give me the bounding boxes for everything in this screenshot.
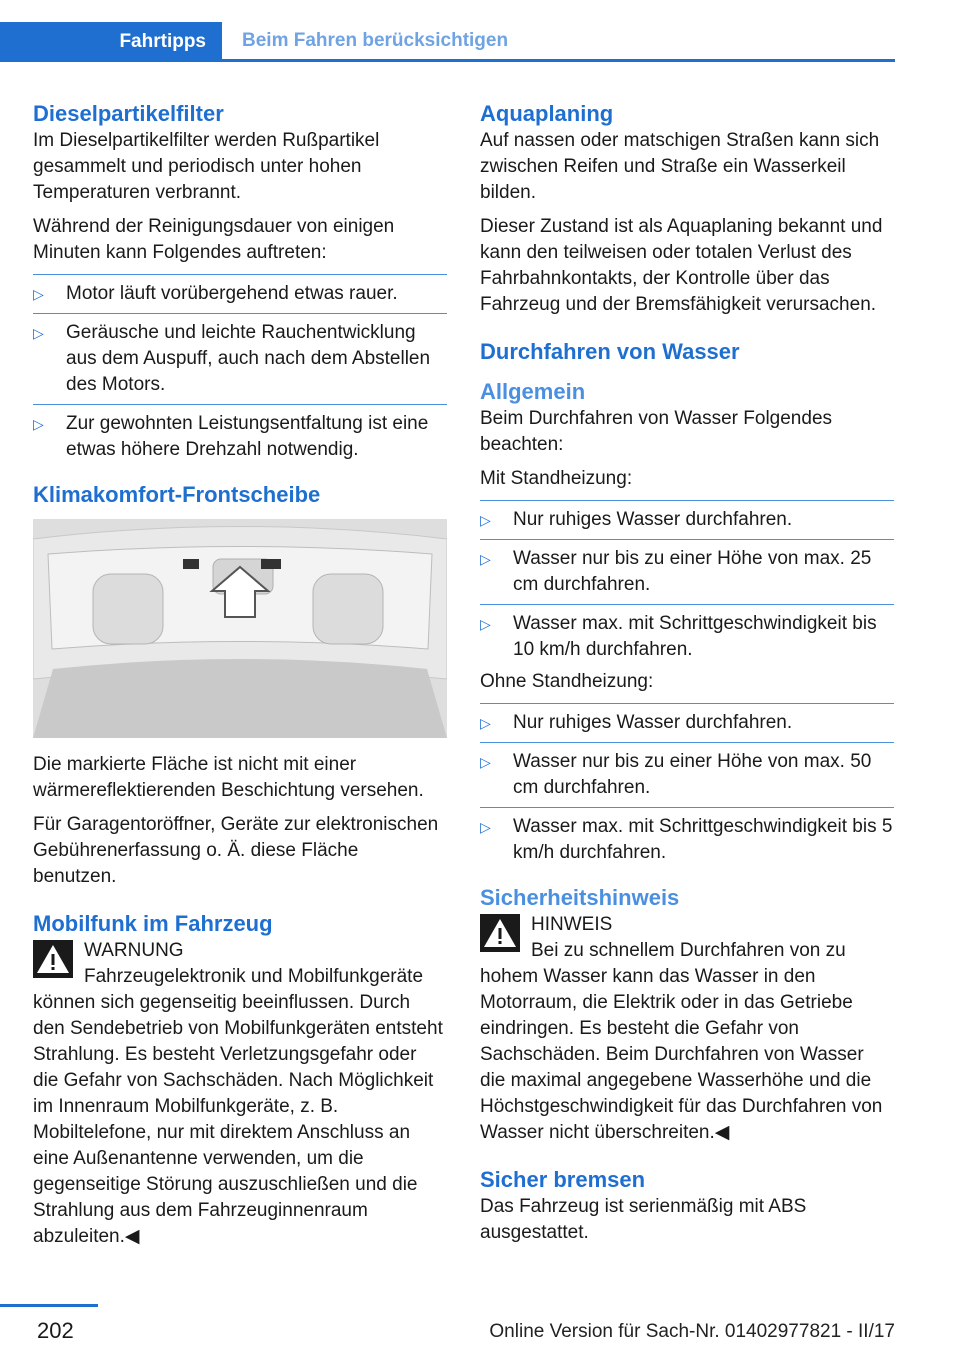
list-item-text: Zur gewohnten Leistungsentfaltung ist eine etwas höhere Drehzahl notwendig. [66, 413, 429, 460]
list-item [480, 611, 894, 663]
triangle-bullet-icon: ▷ [33, 325, 44, 341]
paragraph: Während der Reinigungsdauer von einigen Minuten kann Folgendes auftreten: [33, 216, 395, 263]
list-item-text: Nur ruhiges Wasser durchfahren. [513, 712, 793, 733]
heading-mobilfunk: Mobilfunk im Fahrzeug [33, 911, 273, 936]
heading-durchfahren-wasser: Durchfahren von Wasser [480, 339, 740, 364]
heading-klimakomfort: Klimakomfort-Frontscheibe [33, 482, 321, 507]
notice-label: HINWEIS [531, 914, 613, 935]
divider [33, 313, 447, 314]
list-item [33, 320, 447, 398]
list-item [480, 749, 894, 801]
list-item-text: Wasser nur bis zu einer Höhe von max. 50 cm durchfahren. [513, 751, 872, 798]
list-item-text: Wasser max. mit Schrittgeschwindigkeit bis 10 km/h durchfahren. [513, 613, 877, 660]
paragraph: Auf nassen oder matschigen Straßen kann sich zwischen Reifen und Straße ein Wasserkeil bilden. [480, 130, 880, 203]
triangle-bullet-icon: ▷ [33, 286, 44, 302]
tab-fahrtipps[interactable]: Fahrtipps [0, 22, 222, 62]
label-ohne-standheizung: Ohne Standheizung: [480, 671, 654, 692]
paragraph: Das Fahrzeug ist serienmäßig mit ABS ausgestattet. [480, 1196, 807, 1243]
triangle-bullet-icon: ▷ [480, 754, 491, 770]
notice-warning-icon [480, 914, 520, 952]
notice-block [480, 912, 894, 1146]
right-column [480, 100, 894, 1254]
car-interior-illustration [33, 519, 447, 738]
divider [480, 500, 894, 501]
list-item [480, 710, 894, 736]
notice-text: Bei zu schnellem Durchfahren von zu hohem Wasser kann das Wasser in den Motorraum, die Elektrik oder in das Getriebe eindringen. Es besteht die Gefahr von Sachschäden. Beim Durchfahren von Wasser die maximal angegebene Wasserhöhe und die Höchstgeschwindigkeit für das Durchfahren von Wasser nicht überschreiten.◀ [480, 940, 883, 1143]
heading-sicher-bremsen: Sicher bremsen [480, 1167, 646, 1192]
divider [480, 604, 894, 605]
list-item-text: Nur ruhiges Wasser durchfahren. [513, 509, 793, 530]
warning-block [33, 938, 447, 1250]
list-item [33, 411, 447, 463]
heading-allgemein: Allgemein [480, 379, 586, 404]
paragraph: Beim Durchfahren von Wasser Folgendes beachten: [480, 408, 833, 455]
left-column [33, 100, 447, 1258]
divider [480, 703, 894, 704]
page-number: 202 [37, 1318, 74, 1343]
heading-aquaplaning: Aquaplaning [480, 101, 614, 126]
label-mit-standheizung: Mit Standheizung: [480, 468, 633, 489]
divider [480, 807, 894, 808]
list-item-text: Wasser max. mit Schrittgeschwindigkeit bis 5 km/h durchfahren. [513, 816, 893, 863]
paragraph: Für Garagentoröffner, Geräte zur elektronischen Gebührenerfassung o. Ä. diese Fläche benutzen. [33, 814, 439, 887]
list-item [480, 814, 894, 866]
windshield-figure [33, 519, 447, 738]
heading-dieselpartikelfilter: Dieselpartikelfilter [33, 101, 224, 126]
list-item [480, 507, 894, 533]
list-item-text: Geräusche und leichte Rauchentwicklung aus dem Auspuff, auch nach dem Abstellen des Motors. [66, 322, 431, 395]
triangle-bullet-icon: ▷ [33, 416, 44, 432]
triangle-bullet-icon: ▷ [480, 616, 491, 632]
tab-beim-fahren[interactable]: Beim Fahren berücksichtigen [222, 22, 895, 62]
footer-rule [0, 1304, 98, 1307]
triangle-bullet-icon: ▷ [480, 512, 491, 528]
warning-text: Fahrzeugelektronik und Mobilfunkgeräte können sich gegenseitig beeinflussen. Durch den Sendebetrieb von Mobilfunkgeräten entsteht Strahlung. Es besteht Verletzungsgefahr oder die Gefahr von Sachschäden. Nach Möglichkeit im Innenraum Mobilfunkgeräte, z. B. Mobiltelefone, nur mit direktem Anschluss an eine Außenantenne verwenden, um die gegenseitige Störung auszuschließen und die Strahlung aus dem Fahrzeuginnenraum abzuleiten.◀ [33, 966, 443, 1247]
list-item [33, 281, 447, 307]
list-item [480, 546, 894, 598]
warning-label: WARNUNG [84, 940, 184, 961]
triangle-bullet-icon: ▷ [480, 715, 491, 731]
triangle-bullet-icon: ▷ [480, 551, 491, 567]
heading-sicherheitshinweis: Sicherheitshinweis [480, 885, 680, 910]
divider [480, 539, 894, 540]
divider [480, 742, 894, 743]
triangle-bullet-icon: ▷ [480, 819, 491, 835]
online-version-note: Online Version für Sach-Nr. 01402977821 - II/17 [489, 1321, 895, 1342]
paragraph: Die markierte Fläche ist nicht mit einer wärmereflektierenden Beschichtung versehen. [33, 754, 424, 801]
divider [33, 404, 447, 405]
list-item-text: Motor läuft vorübergehend etwas rauer. [66, 283, 398, 304]
paragraph: Dieser Zustand ist als Aquaplaning bekannt und kann den teilweisen oder totalen Verlust des Fahrbahnkontakts, der Kontrolle über das Fahrzeug und der Bremsfähigkeit verursachen. [480, 216, 883, 315]
list-item-text: Wasser nur bis zu einer Höhe von max. 25 cm durchfahren. [513, 548, 872, 595]
divider [33, 274, 447, 275]
warning-icon [33, 940, 73, 978]
paragraph: Im Dieselpartikelfilter werden Rußpartikel gesammelt und periodisch unter hohen Temperaturen verbrannt. [33, 130, 380, 203]
header-tabs [0, 22, 895, 62]
